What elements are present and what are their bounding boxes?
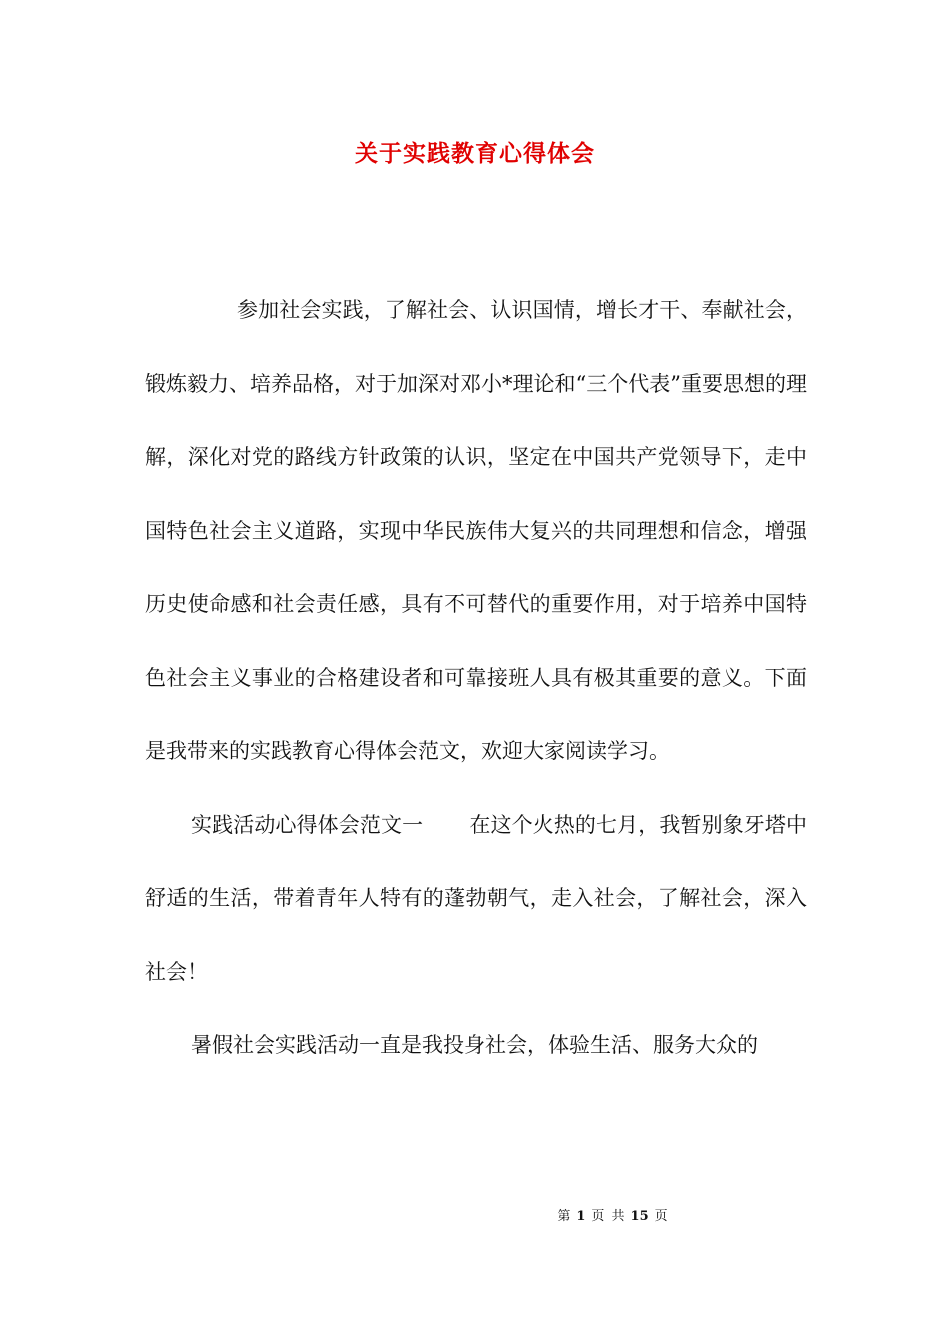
paragraph-section-one-text: 在这个火热的七月，我暂别象牙塔中舒适的生活，带着青年人特有的蓬勃朝气，走入社会，了解社会，深入社会！ [145,812,808,984]
footer-current-page: 1 [576,1209,586,1224]
paragraph-section-one [145,789,807,1010]
footer-label-of: 页 共 [591,1209,625,1224]
footer-label-page: 第 [557,1209,571,1224]
footer-total-pages: 15 [630,1209,649,1224]
footer-label-end: 页 [654,1209,668,1224]
paragraph-intro: 参加社会实践，了解社会、认识国情，增长才干、奉献社会，锻炼毅力、培养品格，对于加深对邓小*理论和“三个代表”重要思想的理解，深化对党的路线方针政策的认识，坚定在中国共产党领导下，走中国特色社会主义道路，实现中华民族伟大复兴的共同理想和信念，增强历史使命感和社会责任感，具有不可替代的重要作用，对于培养中国特色社会主义事业的合格建设者和可靠接班人具有极其重要的意义。下面是我带来的实践教育心得体会范文，欢迎大家阅读学习。 [145,298,807,763]
paragraph-summer-practice: 暑假社会实践活动一直是我投身社会，体验生活、服务大众的 [191,1033,758,1057]
section-heading: 实践活动心得体会范文一 [191,812,424,837]
document-body [145,274,807,1083]
page-footer [0,1207,950,1227]
document-title: 关于实践教育心得体会 [355,140,595,167]
